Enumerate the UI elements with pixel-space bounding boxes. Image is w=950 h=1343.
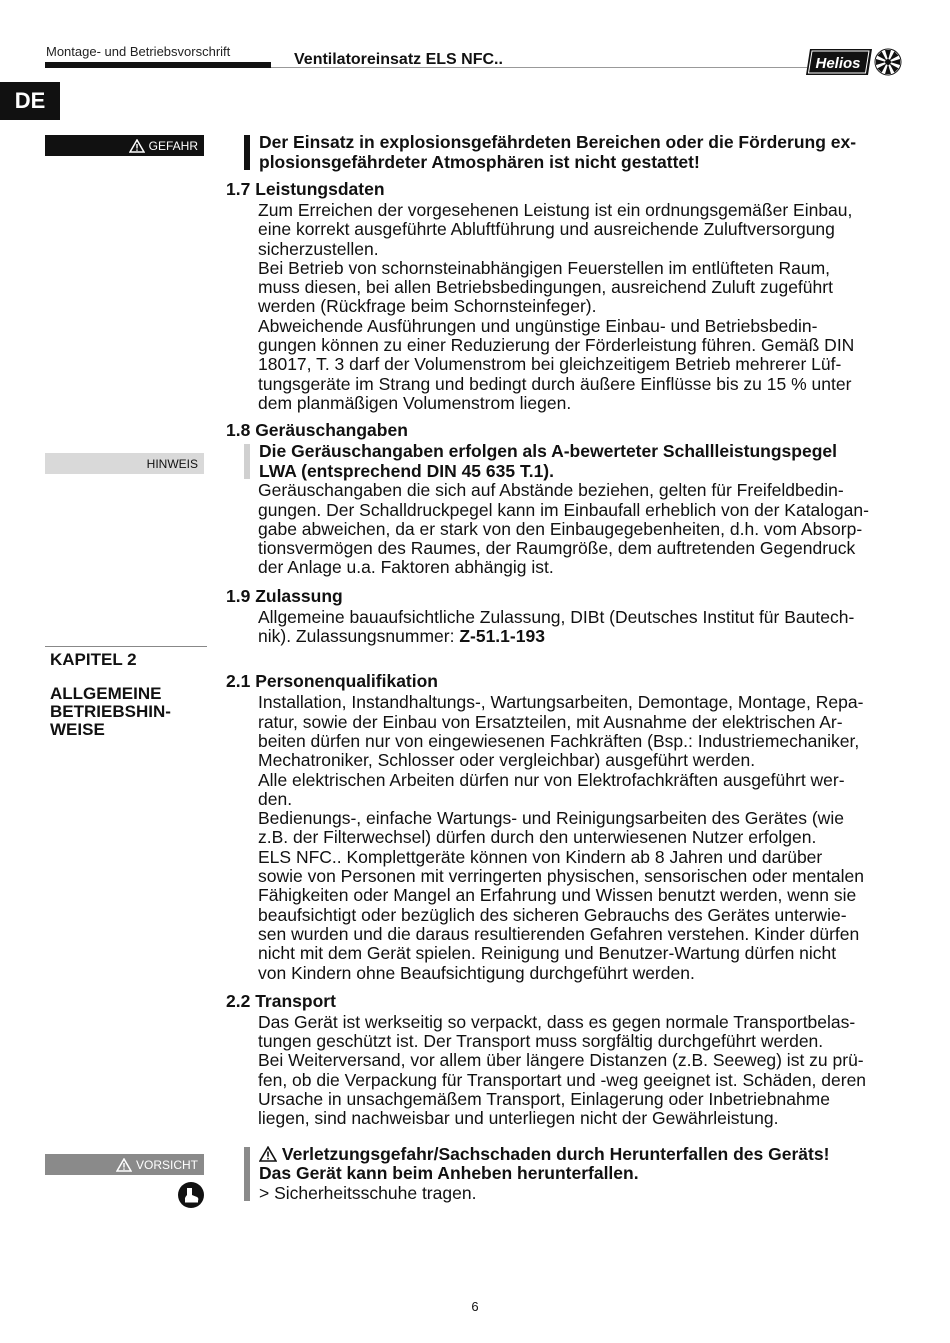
chapter-title-line: BETRIEBSHIN- — [50, 702, 171, 721]
danger-line: plosionsgefährdeter Atmosphären ist nicht gestattet! — [259, 151, 700, 172]
note-tag-label: HINWEIS — [146, 456, 198, 471]
text-line: sen wurden und die daraus resultierenden Gefahren verstehen. Kinder dürfen — [258, 923, 860, 944]
safety-shoe-icon — [178, 1182, 204, 1208]
text-line: z.B. der Filterwechsel) dürfen durch den unterwiesenen Nutzer erfolgen. — [258, 827, 817, 848]
text-line: Abweichende Ausführungen und ungünstige Einbau- und Betriebsbedin- — [258, 315, 818, 336]
section-heading-2-2: 2.2 Transport — [226, 990, 336, 1011]
caution-heading-text: Verletzungsgefahr/Sachschaden durch Herunterfallen des Geräts! — [281, 1143, 830, 1164]
text-line: Alle elektrischen Arbeiten dürfen nur von Elektrofachkräften ausgeführt wer- — [258, 769, 845, 790]
text-line: gungen können zu einer Reduzierung der Förderleistung führen. Gemäß DIN — [258, 335, 855, 356]
text-line: Installation, Instandhaltungs-, Wartungsarbeiten, Demontage, Montage, Repa- — [258, 692, 864, 713]
note-notice — [226, 442, 910, 481]
logo-text: Helios — [815, 55, 861, 72]
danger-line: Der Einsatz in explosionsgefährdeten Bereichen oder die Förderung ex- — [259, 132, 857, 152]
section-body-1-7 — [226, 201, 910, 413]
text-line: Das Gerät ist werkseitig so verpackt, dass es gegen normale Transportbelas- — [258, 1011, 856, 1032]
chapter-rule — [45, 646, 207, 647]
section-body-1-8 — [226, 481, 910, 577]
caution-instruction: > Sicherheitsschuhe tragen. — [259, 1182, 477, 1203]
text-line: fen, ob die Verpackung für Transportart und -weg geeignet ist. Schäden, deren — [258, 1069, 867, 1090]
text-line: dem planmäßigen Volumenstrom liegen. — [258, 392, 572, 413]
text-line: tungen geschützt ist. Der Transport muss sorgfältig durchgeführt werden. — [258, 1031, 824, 1052]
warning-triangle-icon — [129, 139, 145, 153]
text-line: gabe abweichen, da er stark von den Einbaugegebenheiten, d.h. vom Absorp- — [258, 518, 863, 539]
danger-tag-label: GEFAHR — [148, 138, 198, 153]
section-heading-1-7: 1.7 Leistungsdaten — [226, 179, 385, 199]
text-line: von Kindern ohne Beaufsichtigung durchgeführt werden. — [258, 962, 695, 983]
approval-number: Z-51.1-193 — [459, 626, 545, 647]
text-line: Bedienungs-, einfache Wartungs- und Reinigungsarbeiten des Gerätes (wie — [258, 808, 844, 829]
text-line: 18017, T. 3 darf der Volumenstrom bei gleichzeitigem Betrieb mehrerer Lüf- — [258, 354, 842, 375]
text-line: Fähigkeiten oder Mangel an Erfahrung und Wissen benutzt werden, wenn sie — [258, 885, 857, 906]
text-line: sowie von Personen mit verringerten physischen, sensorischen oder mentalen — [258, 866, 865, 887]
document-title: Ventilatoreinsatz ELS NFC.. — [294, 51, 503, 68]
chapter-title-line: WEISE — [50, 720, 105, 739]
header-bar — [45, 62, 271, 68]
note-bold-line: LWA (entsprechend DIN 45 635 T.1). — [259, 460, 554, 481]
caution-notice — [226, 1145, 910, 1204]
caution-tag — [45, 1154, 204, 1175]
text-line: liegen, sind nachweisbar und unterliegen nicht der Gewährleistung. — [258, 1108, 779, 1129]
note-tag — [45, 453, 204, 474]
danger-tag — [45, 135, 204, 156]
text-line: tungsgeräte im Strang und bedingt durch äußere Einflüsse bis zu 15 % unter — [258, 373, 852, 394]
text-line — [226, 627, 910, 646]
text-line: den. — [258, 788, 293, 809]
text-line: Geräuschangaben die sich auf Abstände beziehen, gelten für Freifeldbedin- — [258, 480, 844, 501]
note-bold-line: Die Geräuschangaben erfolgen als A-bewerteter Schallleistungspegel — [259, 441, 837, 462]
text-line: ELS NFC.. Komplettgeräte können von Kindern ab 8 Jahren und darüber — [258, 846, 823, 867]
main-content — [226, 133, 910, 1209]
text-line: ratur, sowie der Einbau von Ersatzteilen, mit Ausnahme der elektrischen Ar- — [258, 711, 843, 732]
text-line: Allgemeine bauaufsichtliche Zulassung, DIBt (Deutsches Institut für Bautech- — [258, 606, 855, 627]
chapter-title — [50, 685, 171, 739]
caution-line: Das Gerät kann beim Anheben herunterfallen. — [259, 1163, 639, 1184]
approval-label: nik). Zulassungsnummer: — [258, 626, 460, 647]
text-line: nicht mit dem Gerät spielen. Reinigung und Benutzer-Wartung dürfen nicht — [258, 943, 837, 964]
section-body-1-9 — [226, 608, 910, 647]
warning-triangle-icon — [259, 1146, 277, 1162]
helios-logo — [806, 46, 902, 78]
language-badge: DE — [0, 82, 60, 120]
chapter-title-line: ALLGEMEINE — [50, 684, 162, 703]
text-line: sicherzustellen. — [258, 238, 379, 259]
text-line: beiten dürfen nur von eingewiesenen Fachkräften (Bsp.: Industriemechaniker, — [258, 730, 860, 751]
page-number: 6 — [471, 1299, 479, 1314]
document-type: Montage- und Betriebsvorschrift — [46, 44, 231, 59]
caution-heading — [259, 1145, 910, 1165]
section-heading-1-9: 1.9 Zulassung — [226, 585, 343, 606]
text-line: Bei Betrieb von schornsteinabhängigen Feuerstellen im entlüfteten Raum, — [258, 257, 831, 278]
danger-notice — [226, 133, 910, 172]
section-body-2-1 — [226, 693, 910, 982]
text-line: der Anlage u.a. Faktoren abhängig ist. — [258, 557, 554, 578]
text-line: werden (Rückfrage beim Schornsteinfeger). — [258, 296, 597, 317]
text-line: Ursache in unsachgemäßem Transport, Einlagerung oder Inbetriebnahme — [258, 1088, 830, 1109]
text-line: muss diesen, bei allen Betriebsbedingungen, ausreichend Zuluft zugeführt — [258, 277, 833, 298]
text-line: eine korrekt ausgeführte Abluftführung und ausreichende Zuluftversorgung — [258, 219, 835, 240]
text-line: tionsvermögen des Raumes, der Raumgröße, dem auftretenden Gegendruck — [258, 538, 856, 559]
text-line: beaufsichtigt oder bezüglich des sicheren Gebrauchs des Gerätes unterwie- — [258, 904, 847, 925]
chapter-number: KAPITEL 2 — [50, 650, 137, 669]
helios-fan-icon — [875, 49, 901, 75]
text-line: Mechatroniker, Schlosser oder vergleichbar) ausgeführt werden. — [258, 750, 756, 771]
text-line: Zum Erreichen der vorgesehenen Leistung ist ein ordnungsgemäßer Einbau, — [258, 200, 853, 220]
section-body-2-2 — [226, 1013, 910, 1129]
caution-tag-label: VORSICHT — [135, 1157, 198, 1172]
warning-triangle-icon — [116, 1158, 132, 1172]
section-heading-1-8: 1.8 Geräuschangaben — [226, 420, 408, 441]
section-heading-2-1: 2.1 Personenqualifikation — [226, 671, 438, 692]
text-line: gungen. Der Schalldruckpegel kann im Einbaufall erheblich von der Katalogan- — [258, 499, 869, 520]
text-line: Bei Weiterversand, vor allem über längere Distanzen (z.B. Seeweg) ist zu prü- — [258, 1050, 864, 1071]
